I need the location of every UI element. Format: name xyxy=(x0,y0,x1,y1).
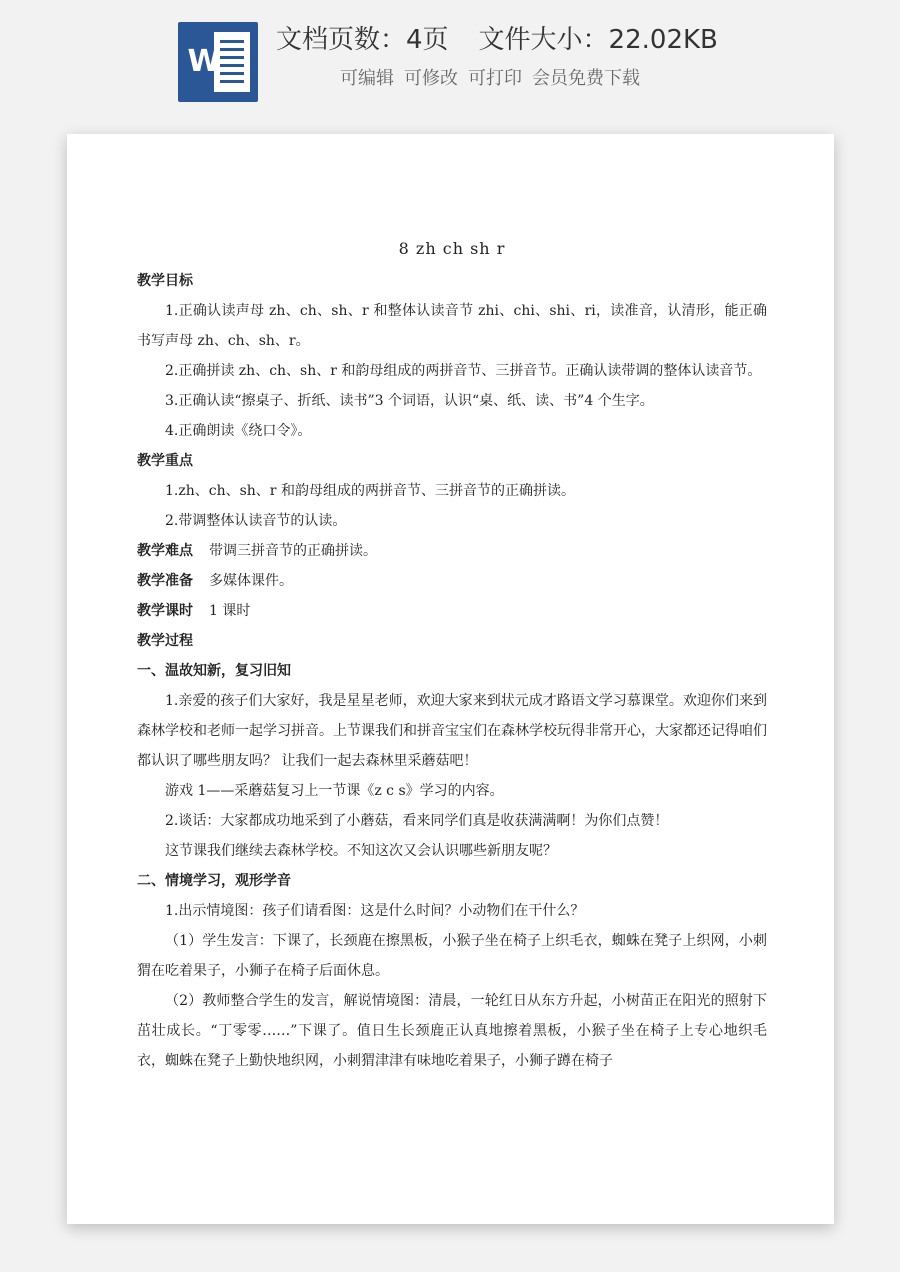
preparation-label: 教学准备 xyxy=(137,573,193,589)
file-meta xyxy=(276,20,836,60)
section-heading-process: 教学过程 xyxy=(137,633,193,649)
word-icon-letter: W xyxy=(187,44,221,79)
page-count: 文档页数：4页 xyxy=(276,25,449,55)
paragraph: 1.zh、ch、sh、r 和韵母组成的两拼音节、三拼音节的正确拼读。 xyxy=(165,483,575,499)
difficulty-label: 教学难点 xyxy=(137,543,193,559)
feature-editable: 可编辑 xyxy=(340,68,394,89)
document-page xyxy=(67,134,834,1224)
paragraph: 这节课我们继续去森林学校。不知这次又会认识哪些新朋友呢？ xyxy=(165,843,557,859)
document-body xyxy=(137,234,767,1076)
document-info-header xyxy=(0,0,900,120)
part-heading-situation: 二、情境学习，观形学音 xyxy=(137,873,291,889)
feature-modifiable: 可修改 xyxy=(404,68,458,89)
hours-value: 1 课时 xyxy=(209,603,251,619)
hours-label: 教学课时 xyxy=(137,603,193,619)
difficulty-row xyxy=(137,536,767,566)
file-size: 文件大小：22.02KB xyxy=(478,25,718,55)
difficulty-value: 带调三拼音节的正确拼读。 xyxy=(209,543,377,559)
feature-list xyxy=(340,64,740,94)
paragraph: 3.正确认读“擦桌子、折纸、读书”3 个词语，认识“桌、纸、读、书”4 个生字。 xyxy=(165,393,654,409)
paragraph: 4.正确朗读《绕口令》。 xyxy=(165,423,312,439)
word-icon xyxy=(178,22,258,102)
paragraph: 2.带调整体认读音节的认读。 xyxy=(165,513,347,529)
section-heading-key-points: 教学重点 xyxy=(137,453,193,469)
paragraph: 2.谈话：大家都成功地采到了小蘑菇，看来同学们真是收获满满啊！为你们点赞！ xyxy=(165,813,669,829)
paragraph: 1.正确认读声母 zh、ch、sh、r 和整体认读音节 zhi、chi、shi、ri，读准音，认清形，能正确书写声母 zh、ch、sh、r。 xyxy=(137,303,767,349)
paragraph: 游戏 1——采蘑菇复习上一节课《z c s》学习的内容。 xyxy=(165,783,504,799)
paragraph: 2.正确拼读 zh、ch、sh、r 和韵母组成的两拼音节、三拼音节。正确认读带调的整体认读音节。 xyxy=(165,363,762,379)
part-heading-review: 一、温故知新，复习旧知 xyxy=(137,663,291,679)
paragraph: 1.出示情境图：孩子们请看图：这是什么时间？小动物们在干什么？ xyxy=(165,903,585,919)
hours-row xyxy=(137,596,767,626)
paragraph: （2）教师整合学生的发言，解说情境图：清晨，一轮红日从东方升起，小树苗正在阳光的照射下茁壮成长。“丁零零……”下课了。值日生长颈鹿正认真地擦着黑板，小猴子坐在椅子上专心地织毛衣，蜘蛛在凳子上勤快地织网，小刺猬津津有味地吃着果子，小狮子蹲在椅子 xyxy=(137,993,767,1069)
feature-free-download: 会员免费下载 xyxy=(532,68,640,89)
feature-printable: 可打印 xyxy=(468,68,522,89)
preparation-value: 多媒体课件。 xyxy=(209,573,293,589)
paragraph: （1）学生发言：下课了，长颈鹿在擦黑板，小猴子坐在椅子上织毛衣，蜘蛛在凳子上织网，小刺猬在吃着果子，小狮子在椅子后面休息。 xyxy=(137,933,767,979)
document-title: 8 zh ch sh r xyxy=(398,239,506,258)
paragraph: 1.亲爱的孩子们大家好，我是星星老师，欢迎大家来到状元成才路语文学习慕课堂。欢迎你们来到森林学校和老师一起学习拼音。上节课我们和拼音宝宝们在森林学校玩得非常开心，大家都还记得咱们都认识了哪些朋友吗？ 让我们一起去森林里采蘑菇吧！ xyxy=(137,693,767,769)
section-heading-goals: 教学目标 xyxy=(137,273,193,289)
preparation-row xyxy=(137,566,767,596)
